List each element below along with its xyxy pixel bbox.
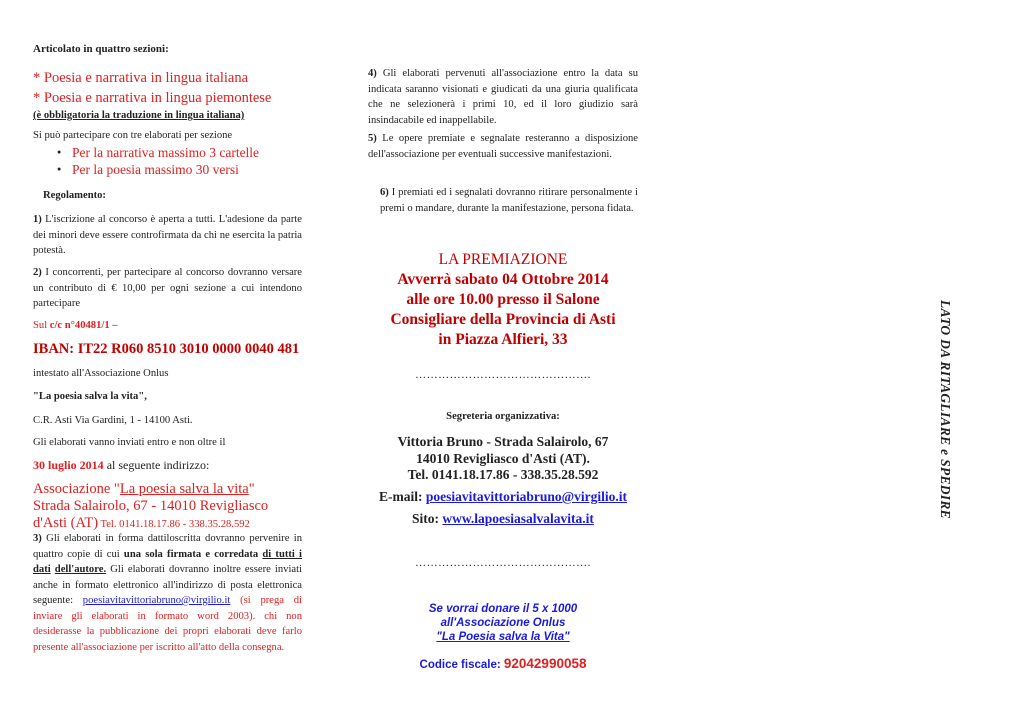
contact-block [368,434,638,484]
mailing-address: Associazione "La poesia salva la vita" Strada Salairolo, 67 - 14010 Revigliasco d'Asti (AT) Tel. 0141.18.17.86 - 338.35.28.592 [33,481,269,531]
rule-4: 4) Gli elaborati pervenuti all'associazione entro la data su indicata saranno visionati e giudicati da una giuria qualificata che ne selezionerà i primi 10, ed il loro giudizio sarà insindacabile ed inappellabile. [368,68,638,126]
association-link[interactable]: La poesia salva la vita [119,481,249,497]
deadline-line: 30 luglio 2014 al seguente indirizzo: [33,458,210,472]
email-link[interactable]: poesiavitavittoriabruno@virgilio.it [425,489,628,504]
rule-5: 5) Le opere premiate e segnalate resteranno a disposizione dell'associazione per eventuali successive manifestazioni. [368,133,638,160]
deadline-intro: Gli elaborati vanno inviati entro e non oltre il [33,437,226,448]
separator-2: ………………………………………. [415,557,591,569]
limits-list [33,144,302,178]
section-italian: * Poesia e narrativa in lingua italiana [33,70,249,86]
site-line: Sito: www.lapoesiasalvalavita.it [412,511,594,526]
contact-name: Vittoria Bruno - Strada Salairolo, 67 [397,434,609,449]
cut-side-label: LATO DA RITAGLIARE e SPEDIRE [938,300,953,519]
site-link[interactable]: www.lapoesiasalvalavita.it [442,511,594,526]
rule-6: 6) I premiati ed i segnalati dovranno ritirare personalmente i premi o mandare, durante la manifestazione, persona fidata. [380,187,638,214]
iban: IBAN: IT22 R060 8510 3010 0000 0040 481 [33,341,300,357]
association-name: "La poesia salva la vita", [33,391,147,402]
section-piedmontese: * Poesia e narrativa in lingua piemontese [33,90,272,106]
fiscal-code-line: Codice fiscale: 92042990058 [419,656,587,671]
award-section: LA PREMIAZIONE Avverrà sabato 04 Ottobre 2014 alle ore 10.00 presso il Salone Consigliare della Provincia di Asti in Piazza Alfieri, 33 [368,250,638,350]
participate-text: Si può partecipare con tre elaborati per sezione [33,130,233,141]
award-title: LA PREMIAZIONE [438,251,568,268]
contact-tel: Tel. 0141.18.17.86 - 338.35.28.592 [407,467,599,482]
rule-2: 2) I concorrenti, per partecipare al concorso dovranno versare un contributo di € 10,00 per ogni sezione a cui intendono partecipare [33,267,302,309]
account-number: Sul c/c n°40481/1 – [33,320,118,331]
email-line: E-mail: poesiavitavittoriabruno@virgilio.it [378,489,628,504]
association-address: C.R. Asti Via Gardini, 1 - 14100 Asti. [33,415,193,426]
separator: ………………………………………. [415,369,591,381]
rules-title: Regolamento: [43,190,106,201]
sections-title: Articolato in quattro sezioni: [33,43,169,55]
donation-block: Se vorrai donare il 5 x 1000 all'Associazione Onlus "La Poesia salva la Vita" [428,603,578,643]
list-item: ● Per la poesia massimo 30 versi [33,161,302,178]
rule-3: 3) Gli elaborati in forma dattiloscritta dovranno pervenire in quattro copie di cui una sola firmata e corredata di tutti i dati dell'autore. Gli elaborati dovranno inoltre essere inviati anche in formato elettronico all'indirizzo di posta elettronica seguente: poesiavitavittoriabruno@virgilio.it (si prega di inviare gli elaborati in formato word 2003). chi non desiderasse la pubblicazione dei propri elaborati deve farlo presente all'associazione per iscritto all'atto della consegna. [33,533,303,653]
rule-3-email-link[interactable]: poesiavitavittoriabruno@virgilio.it [82,595,231,606]
rule-1: 1) L'iscrizione al concorso è aperta a tutti. L'adesione da parte dei minori deve essere controfirmata da chi ne esercita la patria potestà. [33,214,302,256]
contact-city: 14010 Revigliasco d'Asti (AT). [416,450,590,466]
translation-note: (è obbligatoria la traduzione in lingua italiana) [33,110,245,121]
beneficiary: intestato all'Associazione Onlus [33,368,169,379]
secretariat-title: Segreteria organizzativa: [446,411,560,422]
list-item: ● Per la narrativa massimo 3 cartelle [33,144,302,161]
